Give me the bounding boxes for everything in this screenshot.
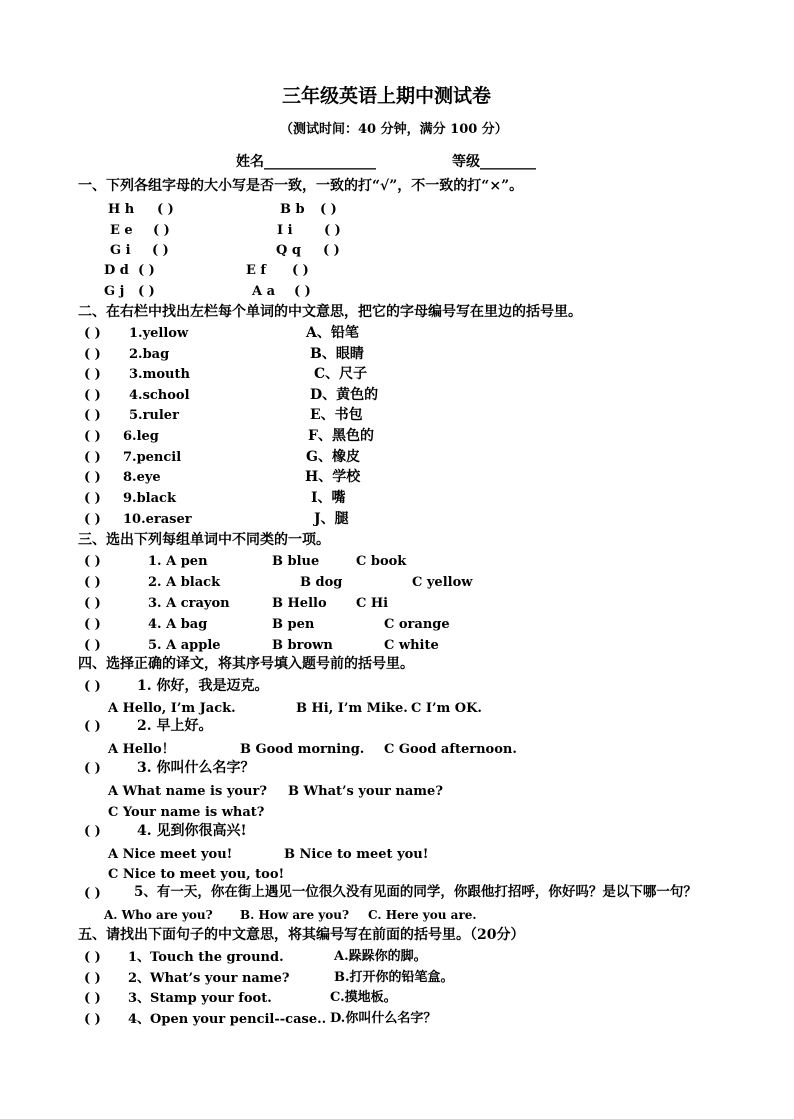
option-b: B What’s your name? <box>288 784 443 799</box>
letter-pair: I i <box>277 223 293 238</box>
question-text: 5、有一天，你在街上遇见一位很久没有见面的同学，你跟他打招呼，你好吗？是以下哪一句？ <box>134 884 697 900</box>
option-c: C. Here you are. <box>368 908 477 922</box>
answer-paren[interactable]: ( ) <box>84 408 101 423</box>
grade-field[interactable]: 等级________ <box>452 154 536 170</box>
answer-paren[interactable]: ( ) <box>153 223 170 238</box>
option-c: C Nice to meet you, too! <box>108 867 285 882</box>
meaning-item: B、眼睛 <box>310 346 364 362</box>
word-item: 10.eraser <box>123 512 192 527</box>
answer-paren[interactable]: ( ) <box>84 991 101 1006</box>
meaning-item: G、橡皮 <box>306 449 360 465</box>
letter-pair: D d <box>104 263 129 278</box>
question-text: 1. 你好，我是迈克。 <box>137 678 269 694</box>
option-b: B Hi, I’m Mike. <box>296 701 408 716</box>
word-item: 8.eye <box>123 470 161 485</box>
option-b: B pen <box>272 617 315 632</box>
option-b: B blue <box>272 554 320 569</box>
answer-paren[interactable]: ( ) <box>138 284 155 299</box>
answer-paren[interactable]: ( ) <box>84 429 101 444</box>
question-text: 2. 早上好。 <box>137 718 213 734</box>
word-item: 2.bag <box>129 347 170 362</box>
option-c: C orange <box>384 617 450 632</box>
option-b: B dog <box>300 575 343 590</box>
option-a: A Nice meet you! <box>108 847 233 862</box>
meaning-item: I、嘴 <box>311 490 346 506</box>
sentence-cn: D.你叫什么名字？ <box>330 1011 437 1026</box>
answer-paren[interactable]: ( ) <box>84 575 101 590</box>
answer-paren[interactable]: ( ) <box>84 326 101 341</box>
answer-paren[interactable]: ( ) <box>84 512 101 527</box>
answer-paren[interactable]: ( ) <box>84 554 101 569</box>
word-item: 7.pencil <box>123 450 182 465</box>
word-item: 3.mouth <box>129 367 190 382</box>
answer-paren[interactable]: ( ) <box>323 243 340 258</box>
option-c: C Hi <box>356 596 389 611</box>
answer-paren[interactable]: ( ) <box>157 202 174 217</box>
word-item: 9.black <box>123 491 176 506</box>
section1-heading: 一、下列各组字母的大小写是否一致，一致的打“√”，不一致的打“×”。 <box>78 178 524 194</box>
meaning-item: A、铅笔 <box>306 325 359 341</box>
answer-paren[interactable]: ( ) <box>84 1012 101 1027</box>
page-subtitle: （测试时间：40 分钟，满分 100 分） <box>280 122 508 137</box>
letter-pair: B b <box>280 202 305 217</box>
meaning-item: J、腿 <box>314 511 349 527</box>
answer-paren[interactable]: ( ) <box>294 284 311 299</box>
option-b: B. How are you? <box>240 908 349 922</box>
sentence-cn: C.摸地板。 <box>330 990 397 1005</box>
sentence-en: 1、Touch the ground. <box>128 950 284 965</box>
option-c: C Your name is what? <box>108 805 265 820</box>
sentence-en: 4、Open your pencil--case.. <box>128 1012 327 1027</box>
answer-paren[interactable]: ( ) <box>320 202 337 217</box>
page-title: 三年级英语上期中测试卷 <box>282 85 492 107</box>
sentence-cn: B.打开你的铅笔盒。 <box>334 970 454 985</box>
option-a: 5. A apple <box>148 638 221 653</box>
answer-paren[interactable]: ( ) <box>84 450 101 465</box>
letter-pair: E f <box>246 263 267 278</box>
name-field[interactable]: 姓名________________ <box>236 154 376 170</box>
letter-pair: G i <box>110 243 131 258</box>
section2-heading: 二、在右栏中找出左栏每个单词的中文意思，把它的字母编号写在里边的括号里。 <box>78 304 582 320</box>
word-item: 1.yellow <box>129 326 189 341</box>
answer-paren[interactable]: ( ) <box>84 617 101 632</box>
option-a: 4. A bag <box>148 617 208 632</box>
answer-paren[interactable]: ( ) <box>152 243 169 258</box>
answer-paren[interactable]: ( ) <box>324 223 341 238</box>
answer-paren[interactable]: ( ) <box>84 388 101 403</box>
option-a: 3. A crayon <box>148 596 230 611</box>
option-a: A Hello, I’m Jack. <box>108 701 236 716</box>
word-item: 4.school <box>129 388 190 403</box>
option-b: B brown <box>272 638 333 653</box>
option-c: C Good afternoon. <box>384 742 517 757</box>
section4-heading: 四、选择正确的译文，将其序号填入题号前的括号里。 <box>78 656 414 672</box>
answer-paren[interactable]: ( ) <box>84 971 101 986</box>
answer-paren[interactable]: ( ) <box>84 596 101 611</box>
meaning-item: C、尺子 <box>314 366 368 382</box>
sentence-cn: A.跺跺你的脚。 <box>334 949 427 964</box>
option-a: 2. A black <box>148 575 221 590</box>
answer-paren[interactable]: ( ) <box>84 761 101 776</box>
meaning-item: F、黑色的 <box>308 428 374 444</box>
answer-paren[interactable]: ( ) <box>84 679 101 694</box>
option-a: A. Who are you? <box>104 908 213 922</box>
option-c: C book <box>356 554 407 569</box>
answer-paren[interactable]: ( ) <box>84 886 101 901</box>
option-c: C white <box>384 638 439 653</box>
option-c: C I’m OK. <box>411 701 482 716</box>
letter-pair: H h <box>108 202 135 217</box>
option-c: C yellow <box>412 575 473 590</box>
section3-heading: 三、选出下列每组单词中不同类的一项。 <box>78 532 330 548</box>
section5-heading: 五、请找出下面句子的中文意思，将其编号写在前面的括号里。（20分） <box>78 927 525 943</box>
option-a: 1. A pen <box>148 554 208 569</box>
word-item: 5.ruler <box>129 408 179 423</box>
answer-paren[interactable]: ( ) <box>84 470 101 485</box>
letter-pair: G j <box>104 284 125 299</box>
answer-paren[interactable]: ( ) <box>84 491 101 506</box>
option-a: A Hello！ <box>108 742 175 757</box>
question-text: 4. 见到你很高兴! <box>137 823 247 839</box>
answer-paren[interactable]: ( ) <box>84 367 101 382</box>
letter-pair: A a <box>252 284 276 299</box>
sentence-en: 2、What’s your name? <box>128 971 290 986</box>
answer-paren[interactable]: ( ) <box>84 638 101 653</box>
meaning-item: D、黄色的 <box>310 387 379 403</box>
answer-paren[interactable]: ( ) <box>84 347 101 362</box>
answer-paren[interactable]: ( ) <box>84 950 101 965</box>
sentence-en: 3、Stamp your foot. <box>128 991 272 1006</box>
option-a: A What name is your? <box>108 784 267 799</box>
question-text: 3. 你叫什么名字？ <box>137 760 255 776</box>
answer-paren[interactable]: ( ) <box>138 263 155 278</box>
answer-paren[interactable]: ( ) <box>84 824 101 839</box>
letter-pair: E e <box>110 223 133 238</box>
answer-paren[interactable]: ( ) <box>84 719 101 734</box>
option-b: B Nice to meet you! <box>284 847 429 862</box>
meaning-item: E、书包 <box>310 407 363 423</box>
letter-pair: Q q <box>276 243 301 258</box>
option-b: B Good morning. <box>240 742 365 757</box>
answer-paren[interactable]: ( ) <box>292 263 309 278</box>
option-b: B Hello <box>272 596 327 611</box>
meaning-item: H、学校 <box>305 469 361 485</box>
word-item: 6.leg <box>123 429 159 444</box>
